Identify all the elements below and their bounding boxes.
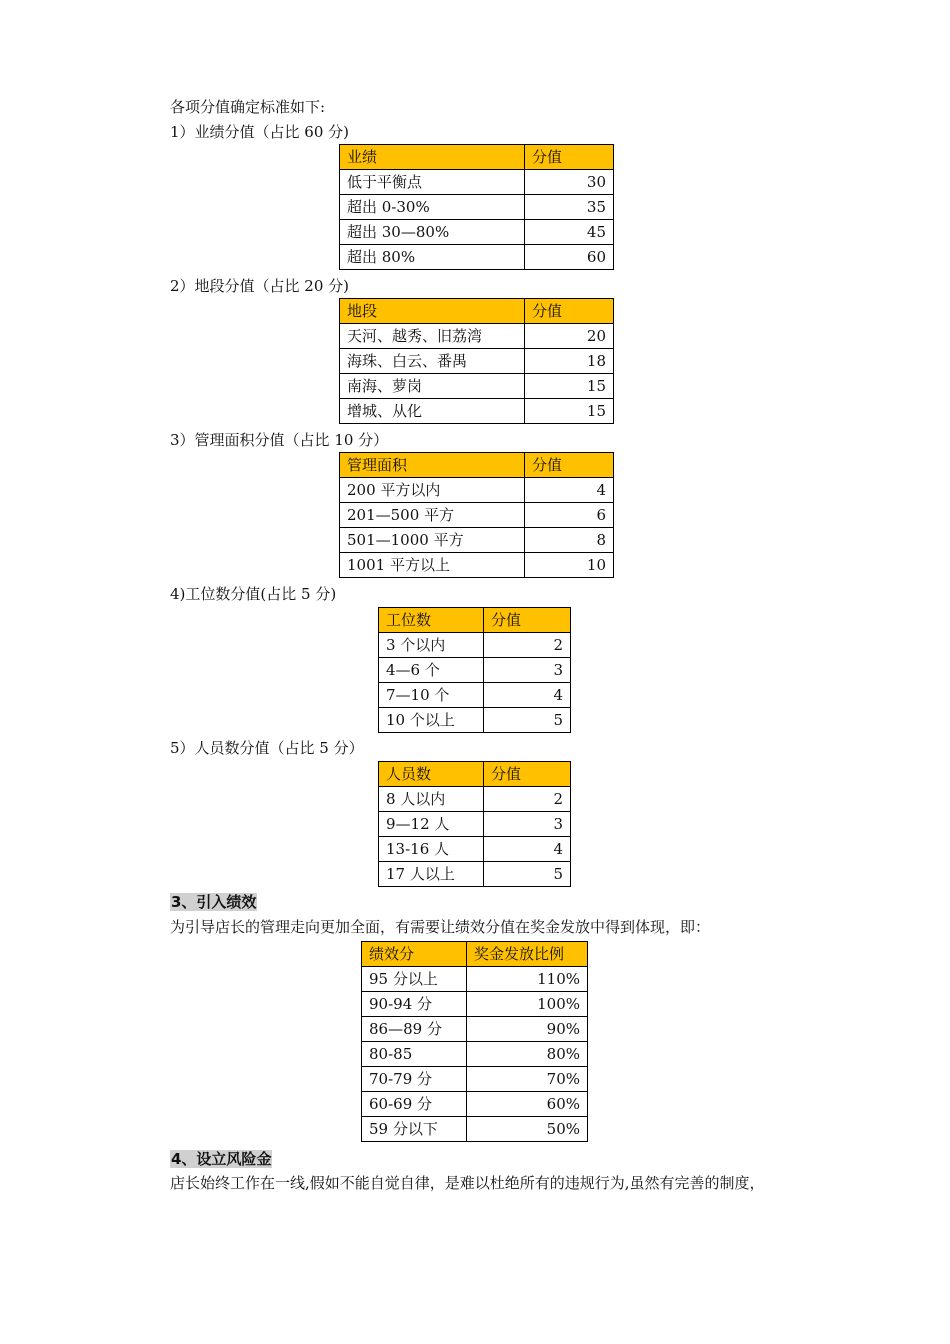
table-cell: 18	[525, 349, 614, 374]
heading-row	[170, 892, 257, 912]
table-cell: 天河、越秀、旧荔湾	[340, 324, 525, 349]
table-row	[379, 708, 571, 733]
table-header-row	[379, 608, 571, 633]
table-row	[379, 862, 571, 887]
table-row	[362, 967, 588, 992]
table-row	[340, 220, 614, 245]
table-row	[340, 324, 614, 349]
table-row	[362, 1067, 588, 1092]
table-row	[379, 812, 571, 837]
performance-heading: 3、引入绩效	[171, 893, 257, 911]
table-cell: 50%	[467, 1117, 588, 1142]
table-cell: 15	[525, 399, 614, 424]
table-row	[340, 195, 614, 220]
table-row	[362, 992, 588, 1017]
table-cell: 90%	[467, 1017, 588, 1042]
table-cell: 超出 30—80%	[340, 220, 525, 245]
table-cell: 60%	[467, 1092, 588, 1117]
table-header-cell: 人员数	[379, 762, 484, 787]
table-cell: 3	[484, 812, 571, 837]
table-cell: 13-16 人	[379, 837, 484, 862]
table-row	[340, 528, 614, 553]
risk-text: 店长始终工作在一线,假如不能自觉自律，是难以杜绝所有的违规行为,虽然有完善的制度，	[170, 1174, 765, 1192]
table-cell: 200 平方以内	[340, 478, 525, 503]
table-cell: 2	[484, 633, 571, 658]
table-cell: 501—1000 平方	[340, 528, 525, 553]
table-cell: 59 分以下	[362, 1117, 467, 1142]
table-cell: 80-85	[362, 1042, 467, 1067]
table-cell: 15	[525, 374, 614, 399]
table-row	[340, 349, 614, 374]
table-row	[340, 478, 614, 503]
table-header-row	[340, 299, 614, 324]
bonus-ratio-table	[361, 941, 588, 1142]
table-cell: 17 人以上	[379, 862, 484, 887]
table-cell: 南海、萝岗	[340, 374, 525, 399]
table-cell: 90-94 分	[362, 992, 467, 1017]
table-cell: 60	[525, 245, 614, 270]
table-row	[340, 399, 614, 424]
score-table-performance	[339, 144, 614, 270]
table-row	[340, 245, 614, 270]
table-cell: 60-69 分	[362, 1092, 467, 1117]
table-row	[379, 837, 571, 862]
table-header-cell: 业绩	[340, 145, 525, 170]
table-header-cell: 绩效分	[362, 942, 467, 967]
table-header-row	[379, 762, 571, 787]
table-cell: 80%	[467, 1042, 588, 1067]
table-header-cell: 分值	[525, 145, 614, 170]
table-cell: 86—89 分	[362, 1017, 467, 1042]
section-title: 2）地段分值（占比 20 分)	[170, 277, 350, 295]
table-cell: 35	[525, 195, 614, 220]
table-cell: 5	[484, 862, 571, 887]
table-cell: 30	[525, 170, 614, 195]
table-cell: 100%	[467, 992, 588, 1017]
table-row	[379, 683, 571, 708]
table-header-cell: 管理面积	[340, 453, 525, 478]
table-row	[340, 374, 614, 399]
table-row	[362, 1042, 588, 1067]
table-cell: 10	[525, 553, 614, 578]
table-row	[379, 658, 571, 683]
heading-row	[170, 1149, 272, 1169]
table-cell: 增城、从化	[340, 399, 525, 424]
table-header-cell: 地段	[340, 299, 525, 324]
performance-text: 为引导店长的管理走向更加全面，有需要让绩效分值在奖金发放中得到体现，即：	[170, 918, 711, 936]
table-cell: 20	[525, 324, 614, 349]
score-table-workstations	[378, 607, 571, 733]
table-cell: 4	[484, 683, 571, 708]
table-cell: 9—12 人	[379, 812, 484, 837]
table-cell: 2	[484, 787, 571, 812]
table-header-cell: 分值	[484, 762, 571, 787]
table-cell: 3	[484, 658, 571, 683]
section-title: 3）管理面积分值（占比 10 分）	[170, 431, 389, 449]
section-title: 1）业绩分值（占比 60 分)	[170, 123, 350, 141]
intro-text: 各项分值确定标准如下:	[170, 98, 326, 116]
table-row	[362, 1092, 588, 1117]
table-header-cell: 奖金发放比例	[467, 942, 588, 967]
table-cell: 3 个以内	[379, 633, 484, 658]
table-cell: 10 个以上	[379, 708, 484, 733]
table-row	[340, 503, 614, 528]
table-row	[340, 170, 614, 195]
table-cell: 45	[525, 220, 614, 245]
table-row	[340, 553, 614, 578]
table-row	[379, 633, 571, 658]
score-table-staff	[378, 761, 571, 887]
section-title: 4)工位数分值(占比 5 分)	[170, 585, 337, 603]
table-cell: 8 人以内	[379, 787, 484, 812]
score-table-area	[339, 452, 614, 578]
table-cell: 70%	[467, 1067, 588, 1092]
score-table-location	[339, 298, 614, 424]
table-cell: 4	[525, 478, 614, 503]
risk-heading: 4、设立风险金	[171, 1150, 272, 1168]
table-cell: 5	[484, 708, 571, 733]
table-cell: 4—6 个	[379, 658, 484, 683]
table-header-row	[340, 145, 614, 170]
table-cell: 4	[484, 837, 571, 862]
table-header-cell: 分值	[484, 608, 571, 633]
table-cell: 1001 平方以上	[340, 553, 525, 578]
table-cell: 8	[525, 528, 614, 553]
table-cell: 超出 80%	[340, 245, 525, 270]
table-cell: 7—10 个	[379, 683, 484, 708]
table-cell: 低于平衡点	[340, 170, 525, 195]
table-row	[362, 1117, 588, 1142]
table-header-cell: 分值	[525, 299, 614, 324]
table-header-row	[362, 942, 588, 967]
table-cell: 海珠、白云、番禺	[340, 349, 525, 374]
section-title: 5）人员数分值（占比 5 分）	[170, 739, 364, 757]
table-cell: 超出 0-30%	[340, 195, 525, 220]
table-cell: 95 分以上	[362, 967, 467, 992]
table-header-cell: 分值	[525, 453, 614, 478]
table-row	[362, 1017, 588, 1042]
table-cell: 201—500 平方	[340, 503, 525, 528]
table-row	[379, 787, 571, 812]
table-cell: 110%	[467, 967, 588, 992]
table-header-cell: 工位数	[379, 608, 484, 633]
table-cell: 70-79 分	[362, 1067, 467, 1092]
table-cell: 6	[525, 503, 614, 528]
table-header-row	[340, 453, 614, 478]
